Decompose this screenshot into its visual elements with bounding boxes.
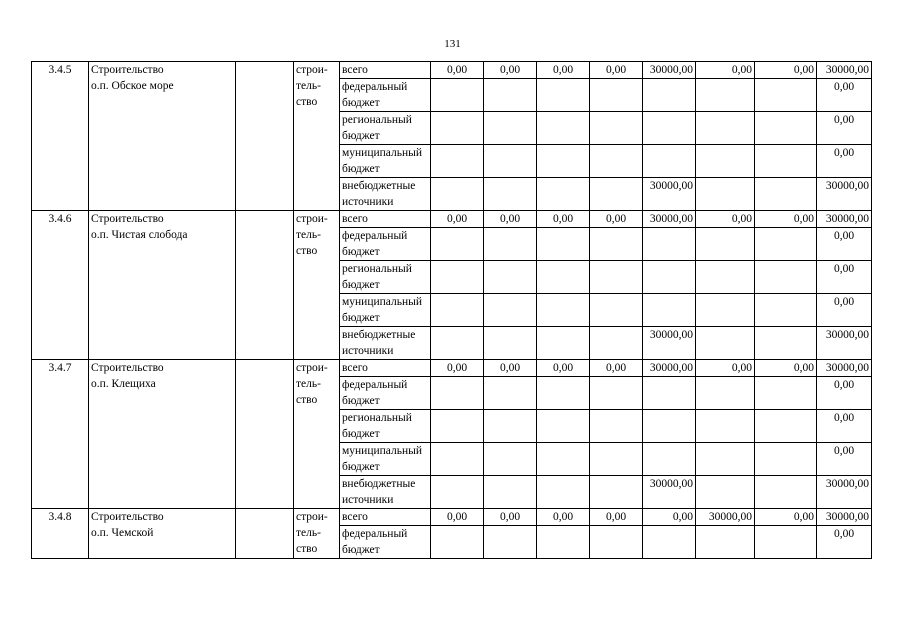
value-cell: [643, 294, 696, 327]
value-cell: [755, 377, 817, 410]
value-cell: [696, 377, 755, 410]
value-cell: [755, 79, 817, 112]
value-cell: 0,00: [484, 360, 537, 377]
value-cell: 30000,00: [643, 62, 696, 79]
item-name-line: Строительство: [91, 362, 164, 374]
value-cell: 30000,00: [643, 476, 696, 509]
value-cell: [431, 145, 484, 178]
funding-source: [340, 410, 431, 443]
empty-cell: [236, 360, 294, 509]
value-cell: 0,00: [755, 509, 817, 526]
value-cell: [431, 327, 484, 360]
funding-source-line: источники: [342, 196, 394, 208]
value-cell: [431, 178, 484, 211]
value-cell: 0,00: [590, 62, 643, 79]
funding-source: [340, 178, 431, 211]
item-name-line: Строительство: [91, 511, 164, 523]
funding-source: [340, 211, 431, 228]
item-name: [89, 360, 236, 509]
item-code: 3.4.7: [32, 360, 89, 509]
empty-cell: [236, 211, 294, 360]
funding-source-line: бюджет: [342, 130, 380, 142]
value-cell: 30000,00: [643, 211, 696, 228]
value-cell: [755, 112, 817, 145]
work-type-line: тель-: [296, 80, 321, 92]
funding-source-line: бюджет: [342, 163, 380, 175]
value-cell: [696, 410, 755, 443]
value-cell: [755, 228, 817, 261]
work-type-line: строи-: [296, 64, 328, 76]
funding-source: [340, 145, 431, 178]
item-name-line: Строительство: [91, 213, 164, 225]
funding-source-line: федеральный: [342, 230, 408, 242]
value-cell: 30000,00: [696, 509, 755, 526]
value-cell: [484, 476, 537, 509]
value-cell: 0,00: [537, 509, 590, 526]
value-cell: [643, 228, 696, 261]
value-cell: 0,00: [817, 79, 872, 112]
value-cell: [537, 145, 590, 178]
value-cell: [755, 476, 817, 509]
item-name-line: о.п. Чемской: [91, 527, 154, 539]
value-cell: [590, 112, 643, 145]
value-cell: [590, 327, 643, 360]
value-cell: [696, 294, 755, 327]
funding-source-line: всего: [342, 213, 368, 225]
funding-source-line: бюджет: [342, 279, 380, 291]
funding-source-line: федеральный: [342, 81, 408, 93]
value-cell: [484, 327, 537, 360]
value-cell: [590, 228, 643, 261]
value-cell: [431, 112, 484, 145]
work-type: [294, 62, 340, 211]
value-cell: 30000,00: [817, 509, 872, 526]
value-cell: [484, 228, 537, 261]
funding-source-line: бюджет: [342, 97, 380, 109]
value-cell: [484, 410, 537, 443]
funding-source-line: федеральный: [342, 379, 408, 391]
funding-source: [340, 294, 431, 327]
work-type-line: строи-: [296, 213, 328, 225]
value-cell: [755, 526, 817, 559]
work-type-line: ство: [296, 394, 318, 406]
table-row: [32, 62, 872, 79]
value-cell: [431, 377, 484, 410]
value-cell: 0,00: [696, 211, 755, 228]
empty-cell: [236, 509, 294, 559]
value-cell: [537, 526, 590, 559]
value-cell: [431, 476, 484, 509]
value-cell: 30000,00: [817, 476, 872, 509]
value-cell: 0,00: [431, 509, 484, 526]
value-cell: [431, 294, 484, 327]
table-row: [32, 360, 872, 377]
value-cell: [590, 443, 643, 476]
work-type: [294, 360, 340, 509]
value-cell: [755, 178, 817, 211]
value-cell: 30000,00: [643, 178, 696, 211]
value-cell: 0,00: [755, 211, 817, 228]
value-cell: [755, 327, 817, 360]
funding-source: [340, 360, 431, 377]
item-name-line: о.п. Клещиха: [91, 378, 156, 390]
value-cell: [590, 377, 643, 410]
funding-source: [340, 228, 431, 261]
funding-source-line: источники: [342, 494, 394, 506]
value-cell: [537, 377, 590, 410]
work-type-line: ство: [296, 245, 318, 257]
value-cell: [431, 526, 484, 559]
funding-source: [340, 476, 431, 509]
work-type-line: тель-: [296, 378, 321, 390]
value-cell: 0,00: [484, 62, 537, 79]
work-type-line: строи-: [296, 362, 328, 374]
work-type: [294, 211, 340, 360]
value-cell: [643, 145, 696, 178]
funding-source-line: муниципальный: [342, 445, 423, 457]
funding-source-line: региональный: [342, 412, 412, 424]
value-cell: 0,00: [817, 112, 872, 145]
item-name-line: Строительство: [91, 64, 164, 76]
item-name-line: о.п. Обское море: [91, 80, 174, 92]
value-cell: 0,00: [431, 360, 484, 377]
value-cell: [696, 79, 755, 112]
funding-source-line: бюджет: [342, 428, 380, 440]
table-row: [32, 211, 872, 228]
value-cell: 0,00: [590, 360, 643, 377]
value-cell: [431, 228, 484, 261]
budget-table: [31, 61, 872, 559]
value-cell: [696, 228, 755, 261]
value-cell: 0,00: [590, 509, 643, 526]
work-type: [294, 509, 340, 559]
value-cell: [537, 443, 590, 476]
value-cell: [643, 377, 696, 410]
value-cell: 0,00: [817, 261, 872, 294]
item-name: [89, 211, 236, 360]
item-code: 3.4.5: [32, 62, 89, 211]
value-cell: [590, 79, 643, 112]
value-cell: [643, 112, 696, 145]
value-cell: [696, 443, 755, 476]
funding-source: [340, 443, 431, 476]
value-cell: [696, 526, 755, 559]
value-cell: 0,00: [696, 360, 755, 377]
value-cell: 0,00: [817, 443, 872, 476]
value-cell: [590, 476, 643, 509]
value-cell: [696, 112, 755, 145]
value-cell: [643, 526, 696, 559]
value-cell: [590, 526, 643, 559]
table-row: [32, 509, 872, 526]
value-cell: [431, 410, 484, 443]
value-cell: 0,00: [817, 294, 872, 327]
funding-source: [340, 79, 431, 112]
value-cell: 0,00: [755, 62, 817, 79]
value-cell: 0,00: [817, 228, 872, 261]
funding-source: [340, 261, 431, 294]
value-cell: [755, 443, 817, 476]
funding-source-line: внебюджетные: [342, 478, 416, 490]
funding-source-line: бюджет: [342, 461, 380, 473]
value-cell: [755, 294, 817, 327]
value-cell: [431, 261, 484, 294]
value-cell: [484, 294, 537, 327]
funding-source: [340, 509, 431, 526]
value-cell: 30000,00: [817, 211, 872, 228]
value-cell: 0,00: [696, 62, 755, 79]
work-type-line: строи-: [296, 511, 328, 523]
value-cell: [484, 178, 537, 211]
value-cell: 0,00: [755, 360, 817, 377]
funding-source-line: источники: [342, 345, 394, 357]
value-cell: [590, 410, 643, 443]
value-cell: 30000,00: [817, 62, 872, 79]
value-cell: 30000,00: [643, 327, 696, 360]
value-cell: [590, 294, 643, 327]
work-type-line: тель-: [296, 229, 321, 241]
value-cell: [537, 112, 590, 145]
value-cell: [484, 261, 537, 294]
funding-source-line: бюджет: [342, 246, 380, 258]
funding-source-line: региональный: [342, 114, 412, 126]
item-name: [89, 509, 236, 559]
value-cell: 30000,00: [817, 360, 872, 377]
funding-source-line: муниципальный: [342, 296, 423, 308]
funding-source-line: бюджет: [342, 544, 380, 556]
item-code: 3.4.8: [32, 509, 89, 559]
value-cell: [537, 410, 590, 443]
value-cell: [696, 327, 755, 360]
value-cell: [755, 261, 817, 294]
funding-source: [340, 112, 431, 145]
value-cell: 30000,00: [643, 360, 696, 377]
value-cell: [537, 261, 590, 294]
funding-source: [340, 377, 431, 410]
value-cell: [431, 79, 484, 112]
value-cell: [755, 410, 817, 443]
value-cell: 0,00: [817, 145, 872, 178]
item-code: 3.4.6: [32, 211, 89, 360]
value-cell: [643, 79, 696, 112]
item-name: [89, 62, 236, 211]
funding-source-line: всего: [342, 362, 368, 374]
funding-source-line: региональный: [342, 263, 412, 275]
funding-source-line: внебюджетные: [342, 329, 416, 341]
work-type-line: ство: [296, 543, 318, 555]
value-cell: [484, 79, 537, 112]
value-cell: [537, 327, 590, 360]
funding-source-line: муниципальный: [342, 147, 423, 159]
funding-source-line: бюджет: [342, 312, 380, 324]
funding-source: [340, 526, 431, 559]
value-cell: [755, 145, 817, 178]
value-cell: [484, 145, 537, 178]
value-cell: 0,00: [484, 211, 537, 228]
value-cell: 0,00: [537, 211, 590, 228]
funding-source: [340, 62, 431, 79]
value-cell: [696, 261, 755, 294]
value-cell: 0,00: [537, 360, 590, 377]
value-cell: [537, 228, 590, 261]
value-cell: [696, 178, 755, 211]
funding-source-line: всего: [342, 64, 368, 76]
value-cell: [643, 443, 696, 476]
value-cell: 0,00: [590, 211, 643, 228]
item-name-line: о.п. Чистая слобода: [91, 229, 188, 241]
funding-source-line: федеральный: [342, 528, 408, 540]
value-cell: [643, 410, 696, 443]
empty-cell: [236, 62, 294, 211]
work-type-line: тель-: [296, 527, 321, 539]
value-cell: [537, 79, 590, 112]
value-cell: [590, 178, 643, 211]
value-cell: 0,00: [817, 526, 872, 559]
work-type-line: ство: [296, 96, 318, 108]
value-cell: [590, 145, 643, 178]
value-cell: 0,00: [537, 62, 590, 79]
value-cell: [484, 443, 537, 476]
value-cell: [431, 443, 484, 476]
value-cell: [484, 377, 537, 410]
value-cell: [696, 476, 755, 509]
value-cell: 0,00: [484, 509, 537, 526]
value-cell: [696, 145, 755, 178]
value-cell: 0,00: [817, 377, 872, 410]
value-cell: [537, 294, 590, 327]
funding-source: [340, 327, 431, 360]
value-cell: [590, 261, 643, 294]
funding-source-line: всего: [342, 511, 368, 523]
funding-source-line: бюджет: [342, 395, 380, 407]
value-cell: [484, 112, 537, 145]
value-cell: 0,00: [817, 410, 872, 443]
value-cell: 0,00: [643, 509, 696, 526]
page-number: 131: [444, 38, 461, 50]
value-cell: [537, 178, 590, 211]
value-cell: [484, 526, 537, 559]
value-cell: 30000,00: [817, 178, 872, 211]
value-cell: [643, 261, 696, 294]
funding-source-line: внебюджетные: [342, 180, 416, 192]
value-cell: [537, 476, 590, 509]
value-cell: 30000,00: [817, 327, 872, 360]
value-cell: 0,00: [431, 211, 484, 228]
value-cell: 0,00: [431, 62, 484, 79]
